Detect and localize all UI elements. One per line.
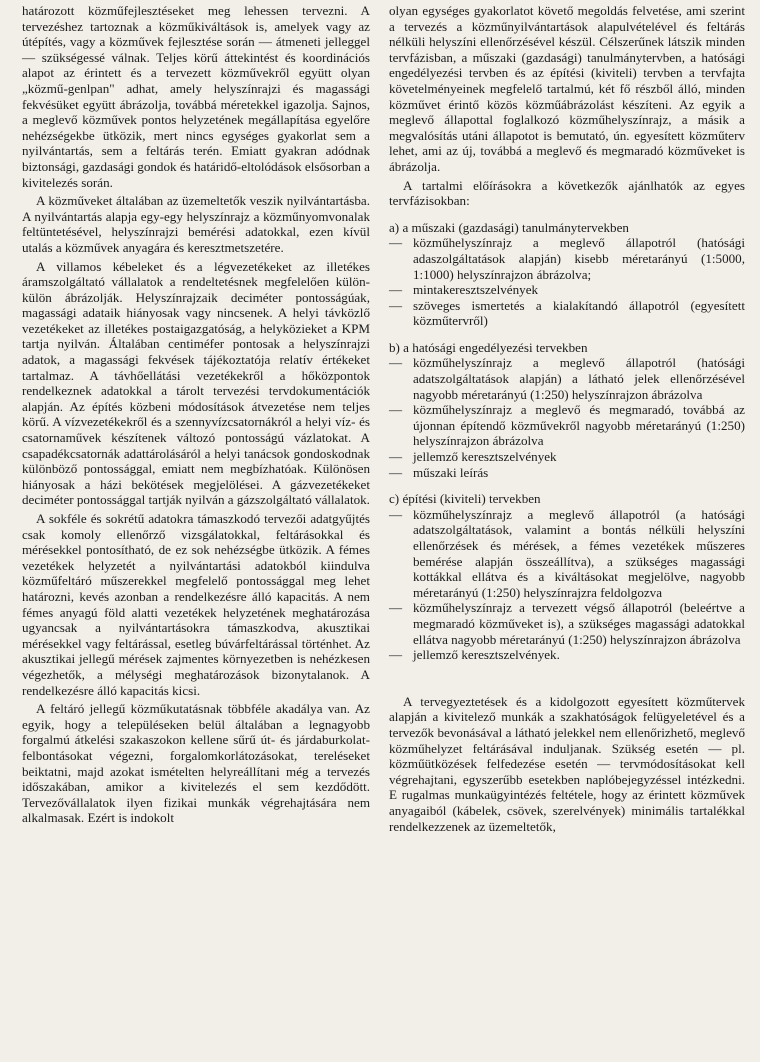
list-item-text: műszaki leírás	[413, 464, 489, 480]
dash-bullet: —	[389, 464, 403, 480]
dash-bullet: —	[389, 600, 403, 616]
list-item	[389, 647, 745, 663]
left-column	[22, 3, 370, 826]
paragraph: A közműveket általában az üzemeltetők veszik nyilvántartásba. A nyilvántartás alapja egy-egy helyszínrajz a közműnyomvonalak feltüntetésével, helyszínrajzi bemérési adatokkal, ezen kívül utalás a közművek anyagára és keresztmetszetére.	[22, 193, 370, 255]
list-item	[389, 402, 745, 449]
paragraph: határozott közműfejlesztéseket meg lehessen tervezni. A tervezéshez tartoznak a közműkiváltások is, amelyek vagy az útépítés, vagy a közművek fejlesztése során — átmeneti jelleggel — szükségessé válnak. Teljes körű áttekintést és koordinációs alapot az érintett és a tervezett közművekről együtt olyan „közmű-genlpan" adhat, amely helyszínrajzi és magassági fekvésüket együtt ábrázolja, továbbá méretekkel igazolja. Sajnos, a meglevő közművek pontos helyzetének megállapítása egyelőre nehézségekbe ütközik, mert nincs egységes gyakorlat sem a nyilvántartás, sem a feltárás terén. Emiatt gyakran adódnak biztonsági, gazdasági gondok és határidő-eltolódások elsősorban a kivitelezés során.	[22, 3, 370, 190]
list-item-text: közműhelyszínrajz a meglevő állapotról (hatósági adaszolgáltatások alapján) kisebb méretarányú (1:5000, 1:1000) helyszínrajzon ábrázolva;	[413, 235, 745, 282]
section-heading: b) a hatósági engedélyezési tervekben	[389, 339, 588, 355]
list-item-text: közműhelyszínrajz a meglevő állapotról (hatósági adatszolgáltatások alapján) a látható jelek ellenőrzésével nagyobb méretarányú (1:250) helyszínrajzon ábrázolva	[413, 355, 745, 402]
bullet-list	[389, 507, 745, 663]
list-item-text: jellemző keresztszelvények.	[413, 647, 560, 663]
list-item	[389, 282, 745, 298]
section-heading: a) a műszaki (gazdasági) tanulmánytervekben	[389, 219, 629, 235]
dash-bullet: —	[389, 647, 403, 663]
list-item-text: mintakeresztszelvények	[413, 282, 539, 298]
list-item-text: közműhelyszínrajz a meglevő és megmaradó, továbbá az újonnan építendő közművekről nagyobb méretarányú (1:250) helyszínrajzon ábrázolva	[413, 402, 745, 449]
paragraph: A sokféle és sokrétű adatokra támaszkodó tervezői adatgyűjtés csak komoly ellenőrző vizsgálatokkal, feltárásokkal és mérésekkel pontosítható, de ez sok nehézségbe ütközik. A fémes vezetékek helyzetét a nyilvántartási adatokból kiindulva közműfeltáró műszerekkel megfelelő pontossággal meg lehet határozni, kevés azonban a rendelkezésre álló kapacitás. A nem fémes anyagú föld alatti vezetékek helyzetének meghatározása ugyancsak a nyilvántartásokra támaszkodva, akusztikai mérésekkel vagy feltárással, esetleg búvárfeltárással történhet. Az akusztikai jellegű mérések zajmentes környezetben is nehézkesen végezhetők, a mélységi meghatározások bizonytalanok. A rendelkezésre álló kapacitás kicsi.	[22, 511, 370, 698]
paragraph: A feltáró jellegű közműkutatásnak többféle akadálya van. Az egyik, hogy a településeken belül általában a legnagyobb forgalmú átkelési szakaszokon kellene sűrű út- és járdaburkolat-felbontásokat végezni, forgalomkorlátozásokat, tereléseket beiktatni, majd azokat ismételten helyreállítani még a tervezés időszakában, amikor a kivitelezés el sem kezdődött. Tervezővállalatok ilyen fizikai munkák végrehajtására nem alkalmasak. Ezért is indokolt	[22, 701, 370, 826]
list-item	[389, 449, 745, 465]
list-item	[389, 235, 745, 282]
list-item	[389, 355, 745, 402]
dash-bullet: —	[389, 297, 403, 313]
dash-bullet: —	[389, 282, 403, 298]
list-item	[389, 298, 745, 329]
list-item-text: közműhelyszínrajz a tervezett végső állapotról (beleértve a megmaradó közműveket is), a szükséges magassági adatokkal ellátva nagyobb méretarányú (1:250) helyszínrajzon ábrázolva	[413, 600, 745, 647]
right-column	[389, 3, 745, 834]
list-item	[389, 465, 745, 481]
dash-bullet: —	[389, 449, 403, 465]
dash-bullet: —	[389, 506, 403, 522]
paragraph: A villamos kébeleket és a légvezetékeket az illetékes áramszolgáltató vállalatok a rendeltetésnek megfelelően külön-külön ábrázolják. Helyszínrajzaik deciméter pontosságúak, magassági adataik hiányosak vagy nincsenek. A helyi távközlő vezetékeket az illetékes postaigazgatóság, a helyközieket a KPM tartja nyilván. Általában centiméfer pontosak a helyszínrajzi adatok, a magassági fekvések tájékoztatója relatív értékeket tartalmaz. A távhőellátási vezetékekről a hőközpontok rendelkeznek adatokkal a tárolt tervezési tervdokumentációk alapján. Az építés közbeni módosítások átvezetése nem teljes körű. A vízvezetékekről és a szennyvízcsatornákról a helyi víz- és csatornaművek készítenek változó pontosságú vázlatokat. A csapadékcsatornák adattárolásáról a helyi tanácsok gondoskodnak különböző pontossággal, emiatt nem megbízhatóak. Különösen hiányosak a házi bekötések megjelölései. A gázvezetékeket deciméter pontossággal tartják nyilván a gázszolgáltató vállalatok.	[22, 258, 370, 508]
list-item-text: közműhelyszínrajz a meglevő állapotról (a hatósági adatszolgáltatások, valamint a bontás nélküli helyszíni ellenőrzések és mérések, a fémes vezetékek műszeres bemérése alapján összeállítva), a szükséges magassági kottákkal ellátva és a kiváltásokat megjelölve, nagyobb méretarányú (1:250) helyszínrajzra feldolgozva	[413, 506, 745, 600]
list-item-text: jellemző keresztszelvények	[413, 449, 557, 465]
dash-bullet: —	[389, 235, 403, 251]
list-item	[389, 507, 745, 601]
dash-bullet: —	[389, 402, 403, 418]
bullet-list	[389, 235, 745, 329]
list-item-text: szöveges ismertetés a kialakítandó állapotról (egyesített közműtervről)	[413, 297, 745, 329]
bullet-list	[389, 355, 745, 480]
paragraph: A tartalmi előírásokra a következők ajánlhatók az egyes tervfázisokban:	[389, 177, 745, 209]
dash-bullet: —	[389, 355, 403, 371]
paragraph: olyan egységes gyakorlatot követő megoldás felvetése, ami szerint a tervezés a közműnyilvántartások alapulvételével és feltárás nélküli helyszíni ellenőrzésével készül. Célszerűnek látszik minden tervfázisban, a műszaki (gazdasági) tanulmánytervben, a hatósági engedélyezési tervben és az építési (kiviteli) tervben a tervfajta követelményeinek megfelelő tartalmú, két fő részből álló, minden közművet érintő közös közműábrázolást készíteni. Az egyik a meglevő állapottal foglalkozó közműhelyszínrajz, a másik a megvalósítás utáni állapotot is bemutató, ún. egyesített közműterv lehet, ami az új, továbbá a meglevő és megmaradó közműveket is ábrázolja.	[389, 3, 745, 174]
section-heading: c) építési (kiviteli) tervekben	[389, 491, 541, 507]
paragraph: A tervegyeztetések és a kidolgozott egyesített közműtervek alapján a kivitelező munkák a szakhatóságok felügyeletével és a tervezők bevonásával a látható jelekkel nem ellenőrizhető, meglevő közműhelyzet feltárásával induljanak. Szükség esetén — pl. közműütközések felfedezése esetén — tervmódosításokat kell végrehajtani, egyszerűbb esetekben naplóbejegyzéssel intézkedni. E rugalmas munkaügyintézés feltétele, hogy az érintett közművek anyagaiból (kábelek, csövek, szerelvények) minimális tartalékkal rendelkezzenek az üzemeltetők,	[389, 693, 745, 834]
list-item	[389, 600, 745, 647]
